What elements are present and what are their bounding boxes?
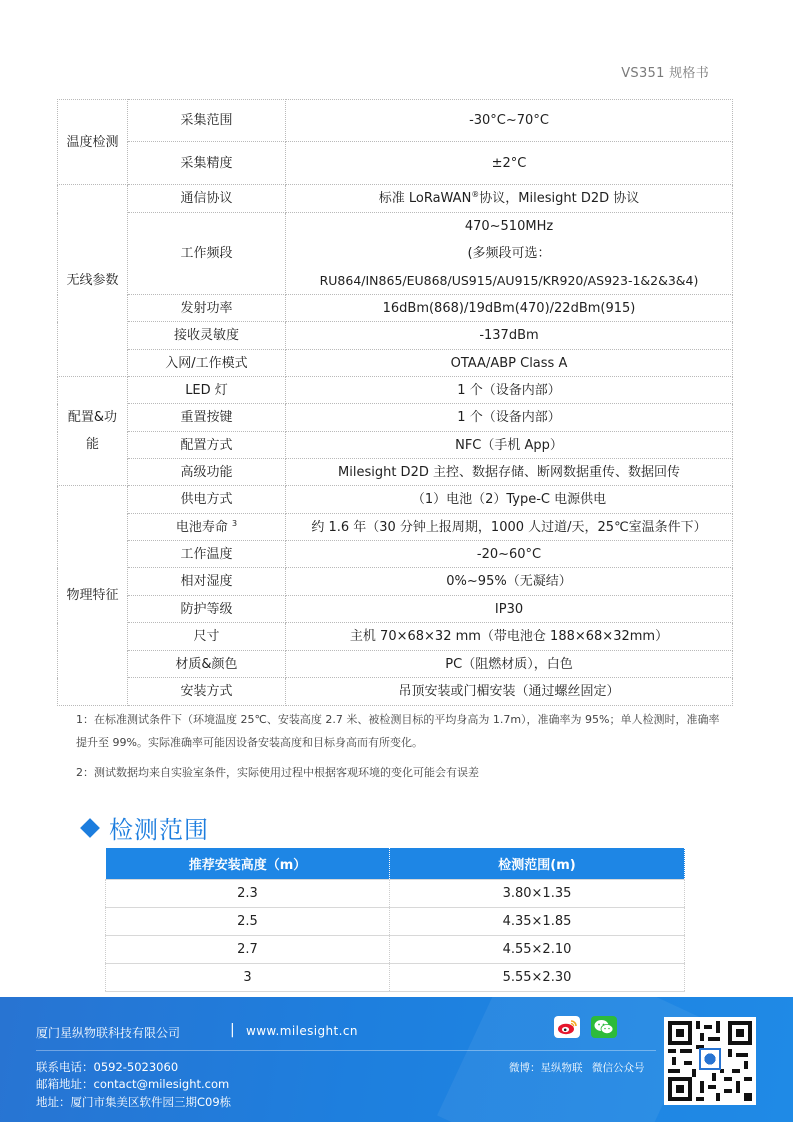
row-label: 采集范围 — [128, 100, 286, 142]
value-text: 标准 LoRaWAN — [378, 191, 472, 206]
row-label: 供电方式 — [128, 486, 286, 514]
table-row — [58, 377, 733, 404]
row-value: ±2°C — [286, 142, 733, 185]
row-label: 采集精度 — [128, 142, 286, 185]
table-row — [58, 404, 733, 432]
table-row — [58, 514, 733, 541]
footer-separator: | — [230, 1022, 235, 1038]
contact-email[interactable]: 邮箱地址：contact@milesight.com — [36, 1077, 230, 1091]
table-row — [58, 295, 733, 322]
row-label: 通信协议 — [128, 185, 286, 213]
row-value: 吊顶安装或门楣安装（通过螺丝固定） — [286, 678, 733, 706]
row-value: IP30 — [286, 596, 733, 623]
row-value: -137dBm — [286, 322, 733, 350]
table-cell: 4.55×2.10 — [390, 936, 685, 964]
row-label: 重置按键 — [128, 404, 286, 432]
table-cell: 3 — [106, 964, 390, 992]
table-row — [58, 678, 733, 706]
category-physical: 物理特征 — [58, 486, 128, 706]
table-cell: 5.55×2.30 — [390, 964, 685, 992]
footnotes — [76, 708, 726, 784]
category-line: 配置&功 — [67, 410, 118, 425]
table-row — [58, 651, 733, 678]
row-value: OTAA/ABP Class A — [286, 350, 733, 377]
table-row — [58, 596, 733, 623]
diamond-icon — [80, 818, 100, 838]
table-row — [58, 541, 733, 568]
row-value: 1 个（设备内部） — [286, 377, 733, 404]
row-value: NFC（手机 App） — [286, 432, 733, 459]
weibo-icon[interactable] — [554, 1016, 580, 1038]
column-header: 检测范围(m) — [390, 848, 685, 880]
column-header: 推荐安装高度（m） — [106, 848, 390, 880]
footer-divider — [36, 1050, 656, 1051]
row-label: 防护等级 — [128, 596, 286, 623]
wechat-icon[interactable] — [591, 1016, 617, 1038]
category-temp: 温度检测 — [58, 100, 128, 185]
category-wireless: 无线参数 — [58, 185, 128, 377]
section-title — [80, 810, 209, 845]
table-cell: 2.7 — [106, 936, 390, 964]
row-label: LED 灯 — [128, 377, 286, 404]
row-label — [128, 514, 286, 541]
table-cell: 2.3 — [106, 880, 390, 908]
row-label: 配置方式 — [128, 432, 286, 459]
table-row — [106, 964, 685, 992]
row-value: -30°C~70°C — [286, 100, 733, 142]
table-cell: 3.80×1.35 — [390, 880, 685, 908]
value-line: 470~510MHz — [464, 219, 554, 234]
row-label: 高级功能 — [128, 459, 286, 486]
table-row — [58, 459, 733, 486]
website-link[interactable]: www.milesight.cn — [246, 1024, 358, 1038]
row-value — [286, 213, 733, 295]
row-label: 材质&颜色 — [128, 651, 286, 678]
table-row — [106, 936, 685, 964]
category-config — [58, 377, 128, 486]
category-line: 能 — [85, 437, 99, 452]
table-row — [58, 185, 733, 213]
row-label: 相对湿度 — [128, 568, 286, 596]
footnote-mark: 3 — [232, 518, 238, 528]
table-row — [58, 322, 733, 350]
doc-header-title: VS351 规格书 — [621, 66, 709, 81]
row-label: 尺寸 — [128, 623, 286, 651]
row-label: 入网/工作模式 — [128, 350, 286, 377]
row-label: 接收灵敏度 — [128, 322, 286, 350]
wechat-label: 微信公众号 — [592, 1062, 645, 1074]
row-value: -20~60°C — [286, 541, 733, 568]
row-label: 安装方式 — [128, 678, 286, 706]
spec-table — [57, 99, 733, 706]
value-text: 协议，Milesight D2D 协议 — [479, 191, 640, 206]
registered-mark: ® — [471, 190, 480, 199]
company-name: 厦门星纵物联科技有限公司 — [36, 1026, 181, 1040]
footer — [0, 997, 793, 1122]
weibo-label: 微博：星纵物联 — [509, 1062, 583, 1074]
table-row — [58, 350, 733, 377]
table-row — [58, 142, 733, 185]
qr-code[interactable] — [664, 1017, 756, 1105]
label-text: 电池寿命 — [175, 519, 228, 535]
contact-address: 地址：厦门市集美区软件园三期C09栋 — [36, 1095, 232, 1109]
row-value: 1 个（设备内部） — [286, 404, 733, 432]
table-cell: 4.35×1.85 — [390, 908, 685, 936]
row-value: 16dBm(868)/19dBm(470)/22dBm(915) — [286, 295, 733, 322]
value-line: RU864/IN865/EU868/US915/AU915/KR920/AS923-1&2&3&4) — [319, 273, 699, 288]
row-value: Milesight D2D 主控、数据存储、断网数据重传、数据回传 — [286, 459, 733, 486]
row-label: 工作频段 — [128, 213, 286, 295]
row-label: 发射功率 — [128, 295, 286, 322]
contact-phone: 联系电话：0592-5023060 — [36, 1060, 179, 1074]
table-row — [58, 100, 733, 142]
row-value: 0%~95%（无凝结） — [286, 568, 733, 596]
table-header-row — [106, 848, 685, 880]
table-row — [106, 880, 685, 908]
row-label: 工作温度 — [128, 541, 286, 568]
table-row — [58, 486, 733, 514]
value-line: (多频段可选： — [467, 246, 551, 261]
table-cell: 2.5 — [106, 908, 390, 936]
footnote-1: 1：在标准测试条件下（环境温度 25℃、安装高度 2.7 米、被检测目标的平均身高为 1.7m），准确率为 95%；单人检测时，准确率提升至 99%。实际准确率可能因设备安装高度和目标身高而有所变化。 — [76, 713, 720, 749]
footnote-2: 2：测试数据均来自实验室条件，实际使用过程中根据客观环境的变化可能会有误差 — [76, 766, 479, 779]
table-row — [106, 908, 685, 936]
table-row — [58, 568, 733, 596]
row-value: PC（阻燃材质），白色 — [286, 651, 733, 678]
row-value: 主机 70×68×32 mm（带电池仓 188×68×32mm） — [286, 623, 733, 651]
table-row — [58, 213, 733, 295]
row-value: 约 1.6 年（30 分钟上报周期，1000 人过道/天，25℃室温条件下） — [286, 514, 733, 541]
row-value: （1）电池（2）Type-C 电源供电 — [286, 486, 733, 514]
table-row — [58, 623, 733, 651]
row-value — [286, 185, 733, 213]
detection-range-table — [105, 847, 685, 992]
table-row — [58, 432, 733, 459]
section-title-text: 检测范围 — [109, 816, 209, 844]
